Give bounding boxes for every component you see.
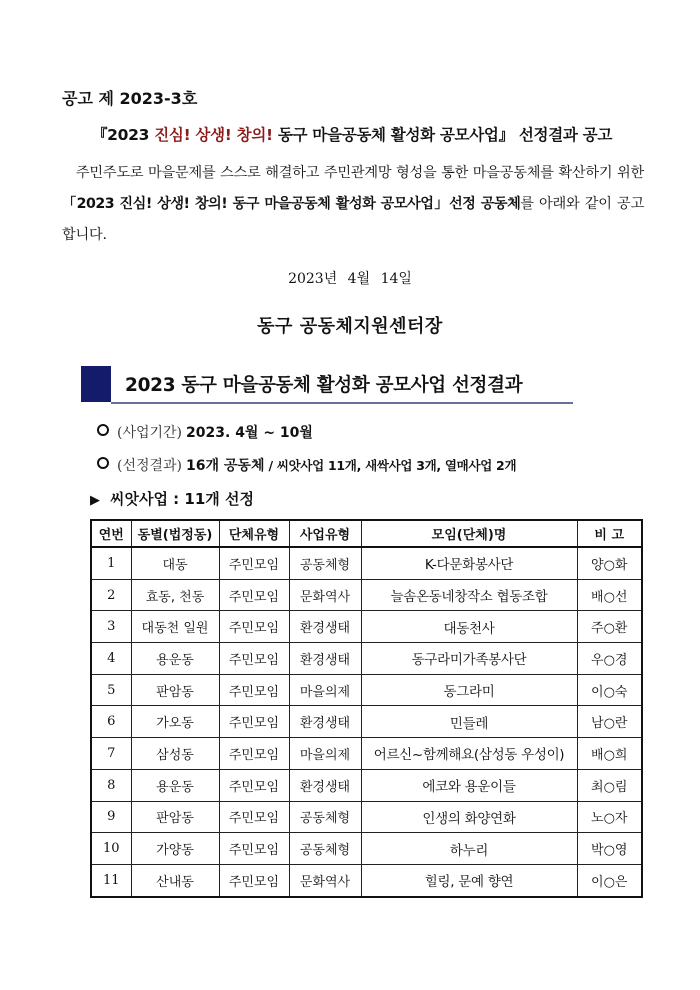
sub-heading-text: 씨앗사업 : 11개 선정 [110,490,254,508]
cell-group-type: 주민모임 [219,706,289,738]
cell-district: 용운동 [131,769,219,801]
cell-group-name: 동그라미 [361,674,577,706]
cell-project-type: 마을의제 [289,738,361,770]
cell-project-type: 공동체형 [289,547,361,579]
cell-number: 3 [91,611,131,643]
cell-group-name: 민들레 [361,706,577,738]
cell-group-type: 주민모임 [219,579,289,611]
cell-project-type: 공동체형 [289,833,361,865]
cell-remark: 이○숙 [577,674,642,706]
cell-project-type: 환경생태 [289,643,361,675]
table-row [91,864,642,896]
cell-project-type: 환경생태 [289,611,361,643]
cell-group-name: 힐링, 문예 향연 [361,864,577,896]
circle-bullet-icon [97,424,109,436]
table-row [91,579,642,611]
cell-district: 가오동 [131,706,219,738]
cell-project-type: 환경생태 [289,769,361,801]
title-rest: 동구 마을공동체 활성화 공모사업』 선정결과 공고 [272,126,613,144]
cell-group-name: 하누리 [361,833,577,865]
announcement-body [62,158,644,251]
cell-group-type: 주민모임 [219,864,289,896]
cell-remark: 최○림 [577,769,642,801]
table-row [91,643,642,675]
bullet-value: 16개 공동체 [186,458,265,474]
section-title: 2023 동구 마을공동체 활성화 공모사업 선정결과 [125,375,523,396]
section-divider [111,402,573,404]
cell-remark: 양○화 [577,547,642,579]
column-header: 단체유형 [219,520,289,547]
table-row [91,674,642,706]
cell-remark: 우○경 [577,643,642,675]
table-row [91,833,642,865]
cell-number: 9 [91,801,131,833]
cell-remark: 배○선 [577,579,642,611]
cell-group-type: 주민모임 [219,738,289,770]
cell-number: 10 [91,833,131,865]
cell-remark: 남○란 [577,706,642,738]
notice-number: 공고 제 2023-3호 [62,89,198,108]
bullet-label: (사업기간) [117,425,183,441]
cell-group-type: 주민모임 [219,643,289,675]
table-row [91,706,642,738]
table-header-row [91,520,642,547]
cell-project-type: 문화역사 [289,579,361,611]
table-body [91,547,642,897]
cell-number: 1 [91,547,131,579]
cell-project-type: 공동체형 [289,801,361,833]
title-highlight: 진심! 상생! 창의! [154,126,273,144]
document-title [62,123,642,145]
signer: 동구 공동체지원센터장 [257,316,443,337]
cell-number: 4 [91,643,131,675]
column-header: 사업유형 [289,520,361,547]
title-open: 『2023 [91,126,155,144]
cell-group-name: 에코와 용운이들 [361,769,577,801]
column-header: 비 고 [577,520,642,547]
bullet-extra: / 씨앗사업 11개, 새싹사업 3개, 열매사업 2개 [264,458,517,473]
cell-remark: 주○환 [577,611,642,643]
sub-heading [90,488,254,509]
cell-district: 판암동 [131,801,219,833]
cell-remark: 배○희 [577,738,642,770]
column-header: 동별(법정동) [131,520,219,547]
bullet-period [97,422,313,442]
cell-number: 8 [91,769,131,801]
cell-district: 판암동 [131,674,219,706]
results-table [90,519,643,898]
cell-group-type: 주민모임 [219,547,289,579]
cell-group-type: 주민모임 [219,833,289,865]
cell-number: 6 [91,706,131,738]
bullet-label: (선정결과) [117,458,183,474]
bullet-value: 2023. 4월 ~ 10월 [186,425,313,441]
column-header: 연번 [91,520,131,547]
cell-group-type: 주민모임 [219,611,289,643]
cell-district: 용운동 [131,643,219,675]
cell-district: 삼성동 [131,738,219,770]
cell-project-type: 환경생태 [289,706,361,738]
body-bold: 「2023 진심! 상생! 창의! 동구 마을공동체 활성화 공모사업」선정 공동체 [62,196,521,212]
table-row [91,738,642,770]
cell-district: 산내동 [131,864,219,896]
triangle-right-icon: ▶ [90,493,100,508]
table-row [91,547,642,579]
cell-number: 11 [91,864,131,896]
cell-group-name: 대동천사 [361,611,577,643]
cell-number: 7 [91,738,131,770]
cell-district: 효동, 천동 [131,579,219,611]
announcement-date: 2023년 4월 14일 [288,271,412,287]
cell-remark: 이○은 [577,864,642,896]
cell-district: 대동천 일원 [131,611,219,643]
cell-group-name: 동구라미가족봉사단 [361,643,577,675]
bullet-result [97,455,516,475]
section-header [81,366,573,404]
table-row [91,801,642,833]
table-row [91,611,642,643]
body-part1: 주민주도로 마을문제를 스스로 해결하고 주민관계망 형성을 통한 마을공동체를 확산하기 위한 [75,165,644,181]
cell-group-name: 인생의 화양연화 [361,801,577,833]
section-square-icon [81,366,111,402]
cell-remark: 박○영 [577,833,642,865]
cell-group-type: 주민모임 [219,801,289,833]
cell-group-type: 주민모임 [219,769,289,801]
cell-group-name: 늘솜온동네창작소 협동조합 [361,579,577,611]
cell-district: 대동 [131,547,219,579]
table-row [91,769,642,801]
cell-district: 가양동 [131,833,219,865]
cell-number: 5 [91,674,131,706]
body-part2: 를 아래와 같이 공고합니다. [62,196,644,243]
cell-group-type: 주민모임 [219,674,289,706]
cell-group-name: K-다문화봉사단 [361,547,577,579]
circle-bullet-icon [97,457,109,469]
column-header: 모임(단체)명 [361,520,577,547]
cell-project-type: 마을의제 [289,674,361,706]
cell-remark: 노○자 [577,801,642,833]
cell-project-type: 문화역사 [289,864,361,896]
cell-number: 2 [91,579,131,611]
cell-group-name: 어르신~함께해요(삼성동 우성이) [361,738,577,770]
